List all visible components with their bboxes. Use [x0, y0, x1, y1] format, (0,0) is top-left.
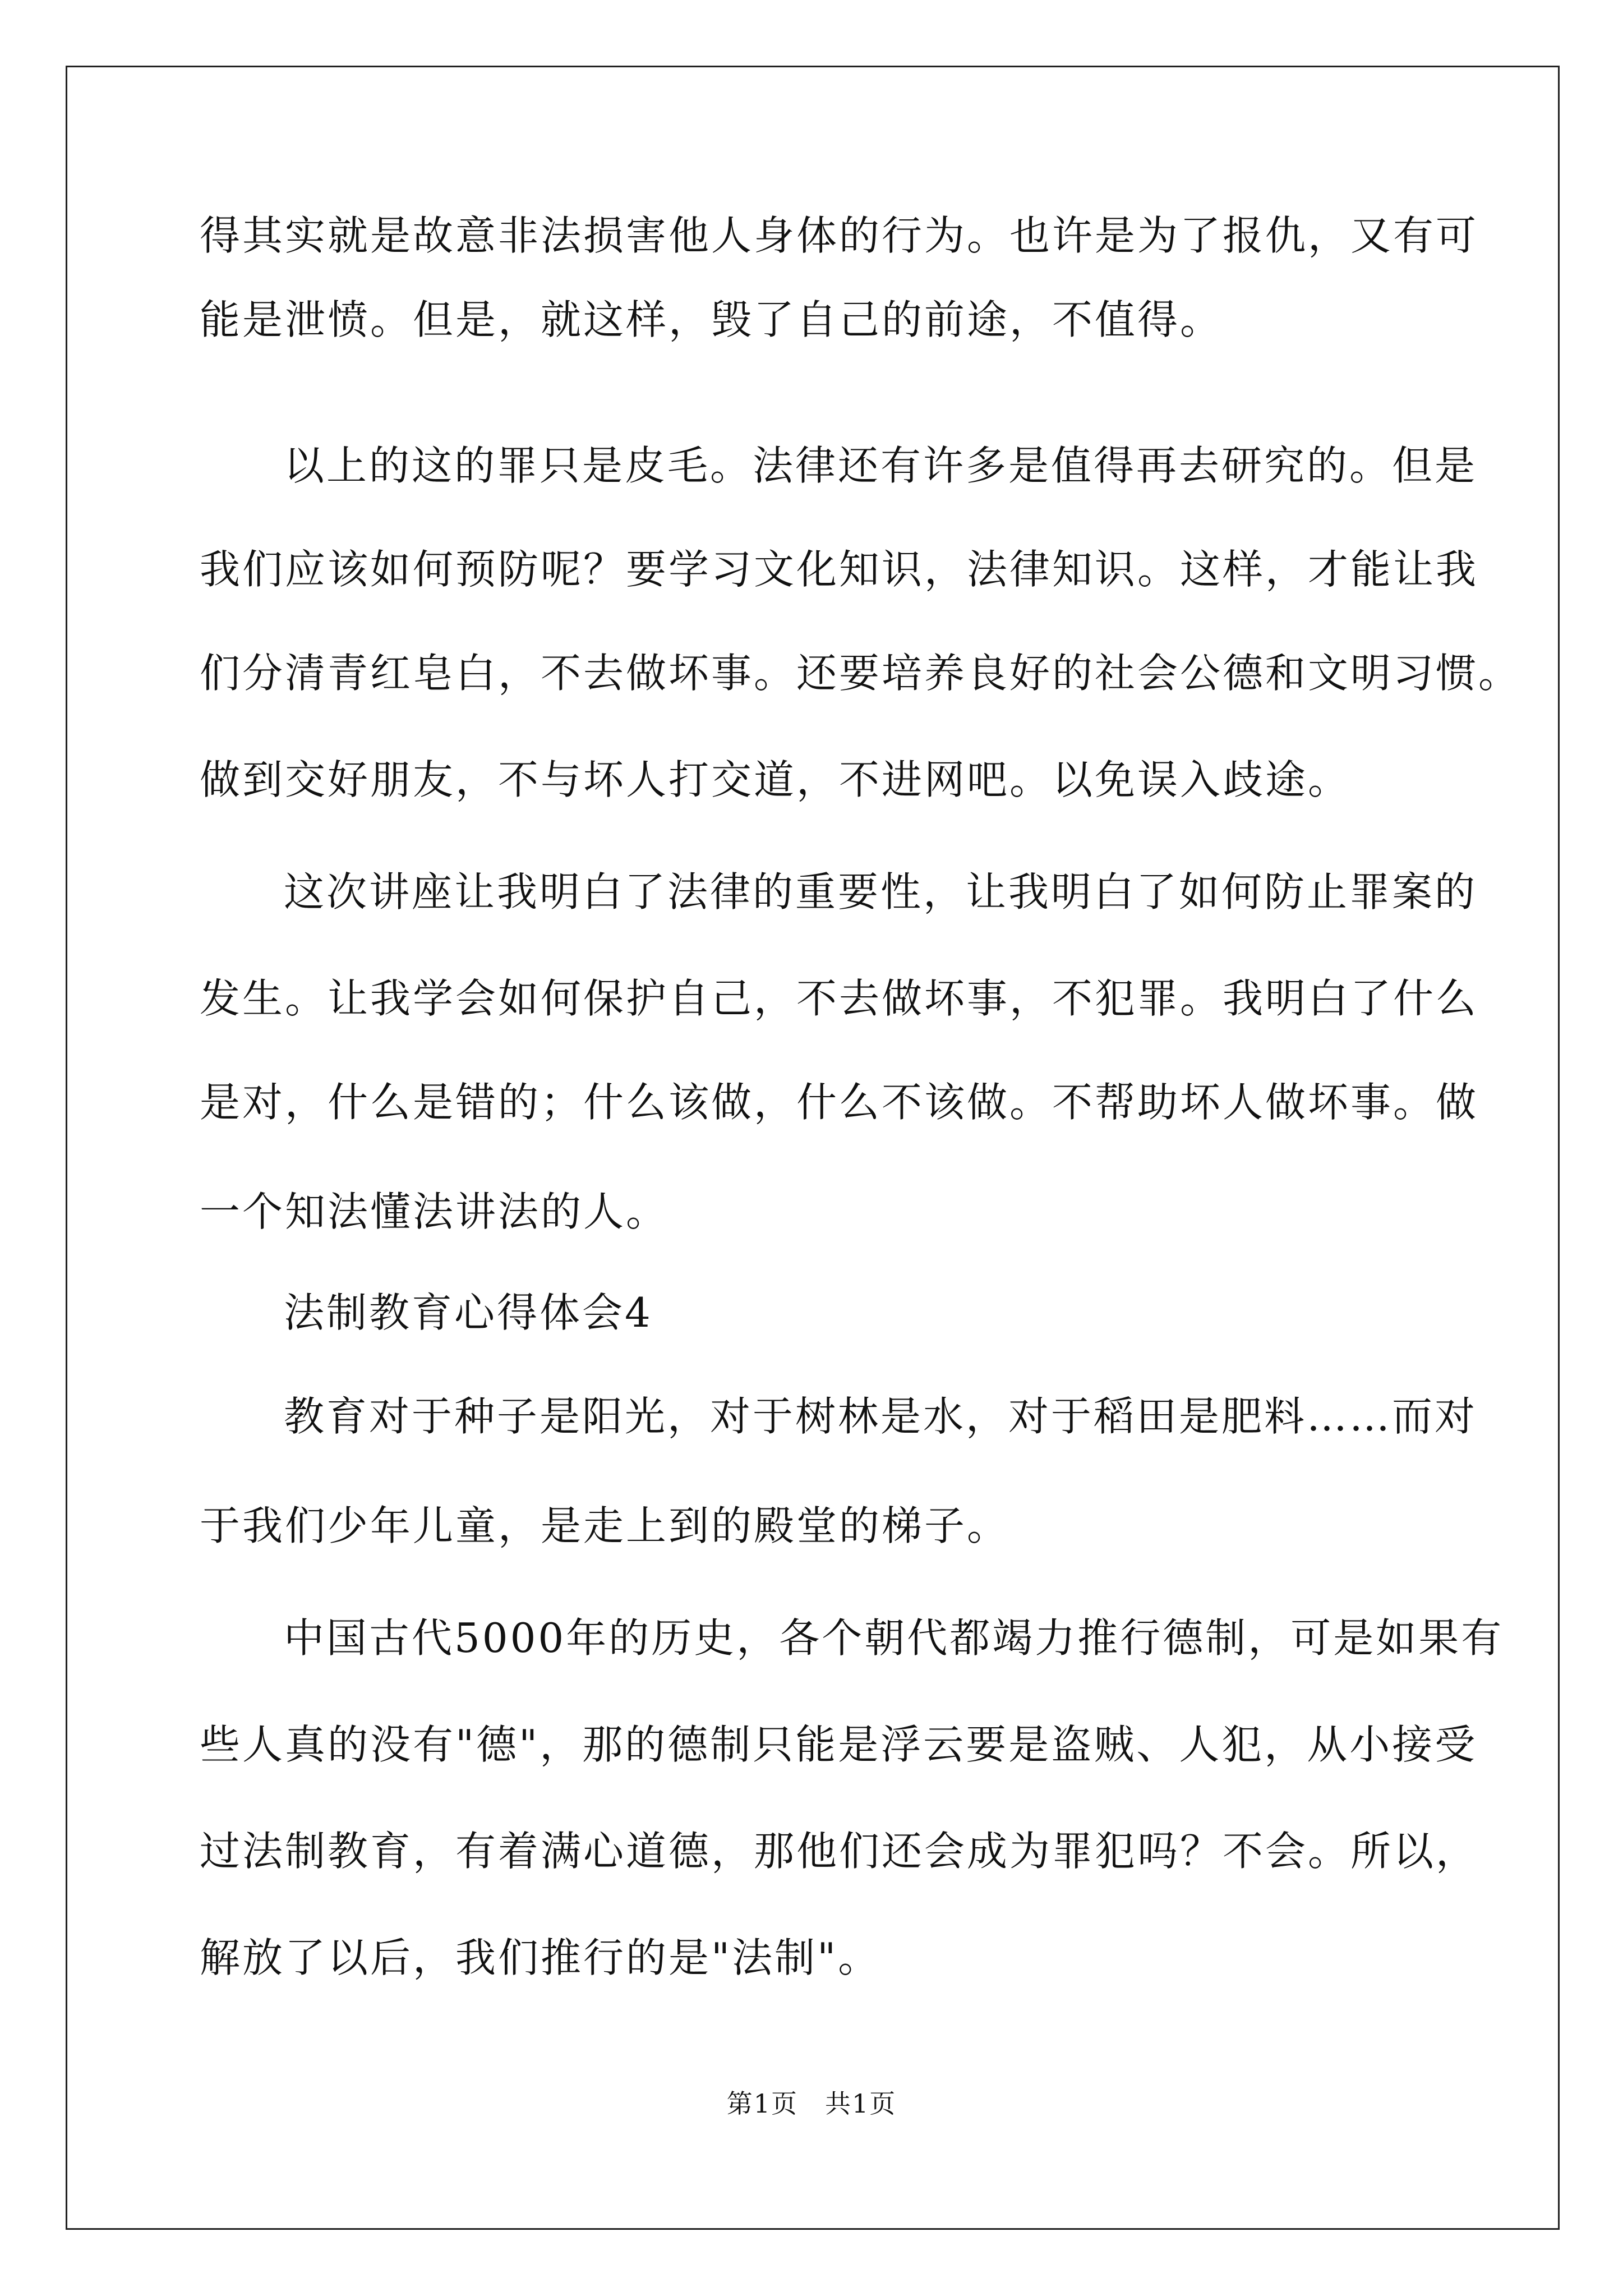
text-line-16: 过法制教育，有着满心道德，那他们还会成为罪犯吗？不会。所以，	[200, 1828, 1479, 1875]
text-line-8: 发生。让我学会如何保护自己，不去做坏事，不犯罪。我明白了什么	[200, 975, 1479, 1022]
text-line-15: 些人真的没有"德"，那的德制只能是浮云要是盗贼、人犯，从小接受	[200, 1721, 1478, 1768]
text-line-4: 我们应该如何预防呢？要学习文化知识，法律知识。这样，才能让我	[200, 546, 1479, 593]
text-line-10: 一个知法懂法讲法的人。	[200, 1188, 669, 1235]
text-line-2: 能是泄愤。但是，就这样，毁了自己的前途，不值得。	[200, 296, 1223, 343]
text-line-5: 们分清青红皂白，不去做坏事。还要培养良好的社会公德和文明习惯。	[200, 650, 1521, 697]
section-heading: 法制教育心得体会4	[284, 1289, 653, 1336]
text-line-12: 教育对于种子是阳光，对于树林是水，对于稻田是肥料……而对	[284, 1393, 1478, 1440]
page-footer: 第1页 共1页	[726, 2088, 897, 2119]
text-line-17: 解放了以后，我们推行的是"法制"。	[200, 1934, 881, 1981]
text-line-9: 是对，什么是错的；什么该做，什么不该做。不帮助坏人做坏事。做	[200, 1079, 1479, 1126]
text-line-14: 中国古代5000年的历史，各个朝代都竭力推行德制，可是如果有	[284, 1614, 1504, 1662]
text-line-3: 以上的这的罪只是皮毛。法律还有许多是值得再去研究的。但是	[284, 442, 1478, 489]
text-line-6: 做到交好朋友，不与坏人打交道，不进网吧。以免误入歧途。	[200, 756, 1351, 803]
text-line-7: 这次讲座让我明白了法律的重要性，让我明白了如何防止罪案的	[284, 868, 1478, 915]
page-border	[66, 66, 1560, 2230]
text-line-13: 于我们少年儿童，是走上到的殿堂的梯子。	[200, 1502, 1010, 1549]
text-line-1: 得其实就是故意非法损害他人身体的行为。也许是为了报仇，又有可	[200, 212, 1479, 259]
